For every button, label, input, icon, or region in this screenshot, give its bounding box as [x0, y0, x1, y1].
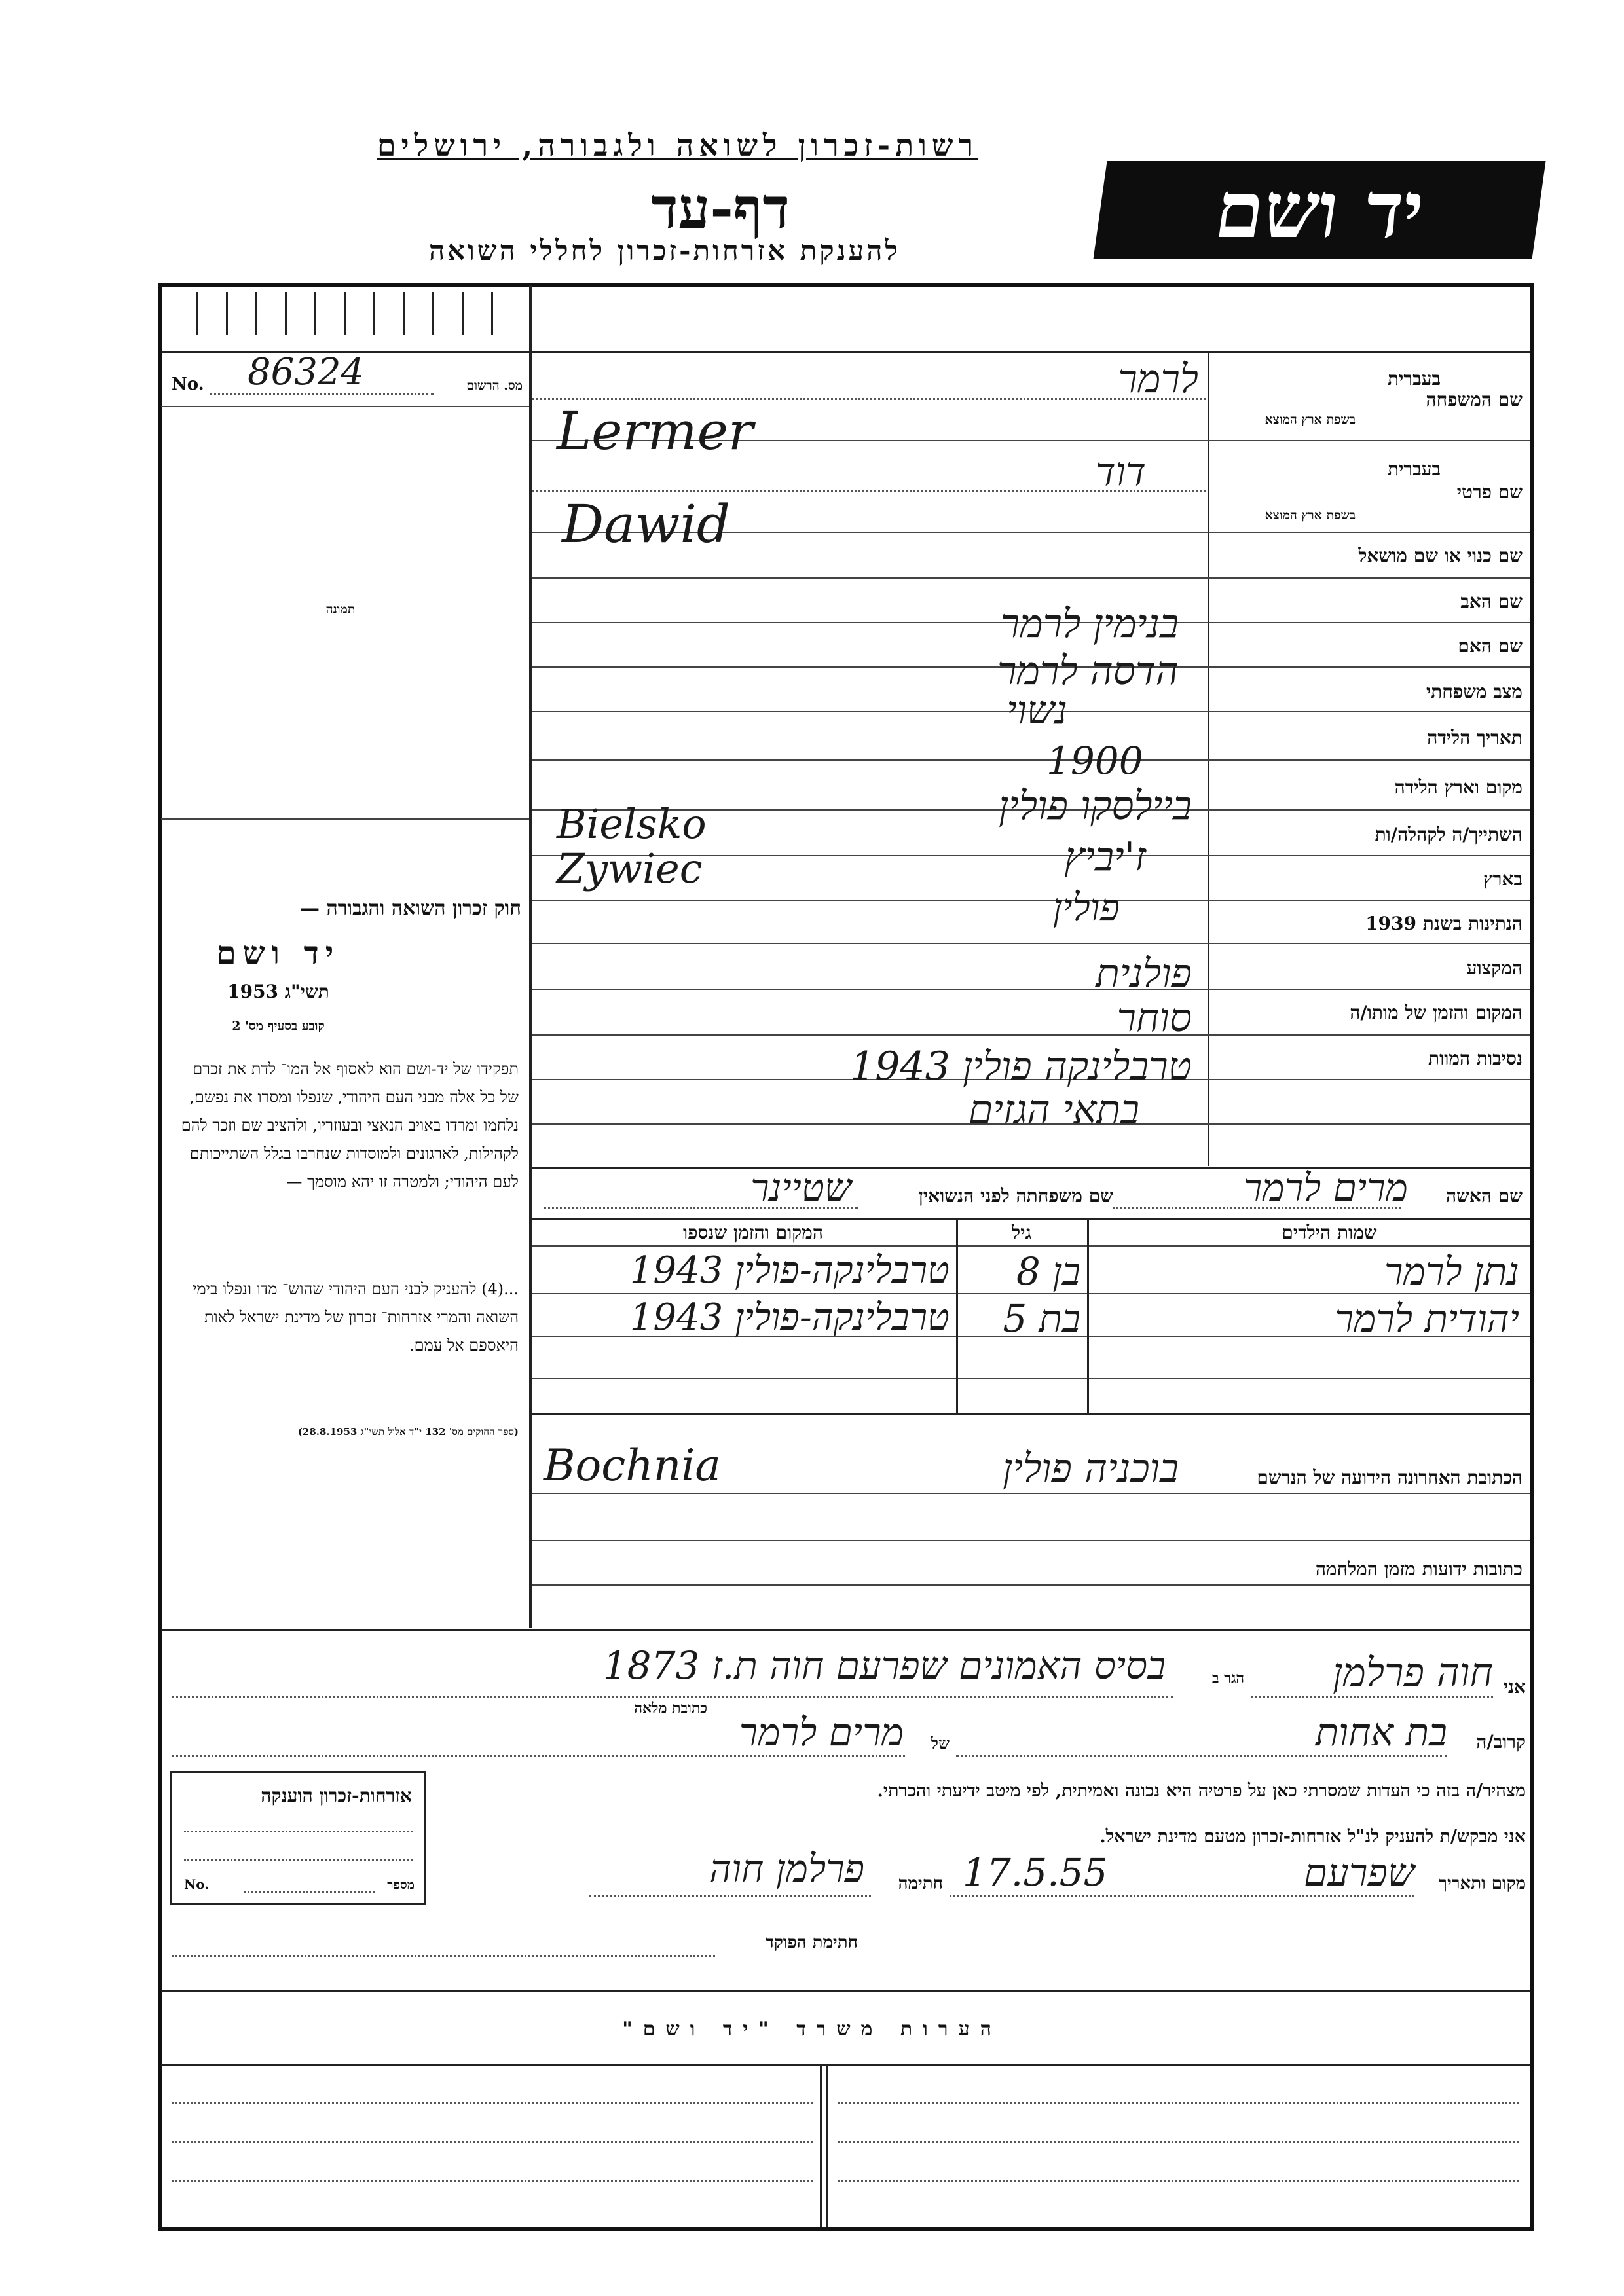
child-age: בן 8	[1016, 1249, 1080, 1294]
grid-line	[532, 577, 1530, 579]
label-mother: שם האם	[1458, 635, 1522, 657]
column-divider	[529, 285, 532, 1628]
label-country: בארץ	[1483, 868, 1522, 890]
child-age: בת 5	[1003, 1296, 1080, 1341]
value-father: בנימין לרמר	[1000, 601, 1179, 647]
label-father: שם האב	[1460, 591, 1522, 612]
grid-line	[532, 1584, 1530, 1586]
signature-line	[589, 1895, 871, 1897]
value-declarant-name: חוה פרלמן	[1333, 1650, 1493, 1696]
office-notes-title: הערות משרד "יד ושם"	[622, 2018, 1002, 2041]
law-citation: (ספר החוקים מס' 132 י"ד אלול תשי"ג 28.8.1953)	[297, 1426, 519, 1438]
table-divider	[1087, 1219, 1089, 1413]
value-declarant-address: בסיס האמונים שפרעם חוה ת.ז 1873	[602, 1643, 1166, 1688]
value-profession: סוחר	[1116, 995, 1192, 1041]
label-family-name: שם המשפחה	[1426, 389, 1522, 410]
label-place-date: מקום ותאריך	[1439, 1874, 1526, 1893]
registration-label: מס. הרשום	[466, 378, 523, 393]
value-relative-of: מרים לרמר	[739, 1710, 904, 1755]
law-name: יד ושם	[216, 935, 341, 972]
label-in-hebrew-1: בעברית	[1387, 368, 1441, 390]
label-full-address: כתובת מלאה	[634, 1700, 707, 1717]
notes-line	[838, 2102, 1519, 2104]
citizenship-number-label: מספר	[387, 1878, 415, 1892]
law-text-main: תפקידו של יד-ושם הוא לאסוף אל המו־ לדת את זכרם של כל אלה מבני העם היהודי, שנפלו ומסרו את נפשם, נלחמו ומרדו באויב הנאצי ובעוזריו, ולהציב שם וזכר להם לקהילות, לארגונים ולמוסדות שנחרבו בגלל השתייכותם לעם היהודי; ולמטרה זו יהא מוסמך —	[181, 1060, 519, 1191]
notes-line	[172, 2102, 813, 2104]
child-name: נתן לרמר	[1384, 1249, 1519, 1294]
value-family-name-origin: Lermer	[557, 401, 754, 462]
grid-line	[532, 759, 1530, 761]
declarant-line	[1251, 1696, 1493, 1698]
value-country: פולין	[1052, 885, 1120, 930]
value-signature: פרלמן חוה	[709, 1846, 864, 1891]
notes-line	[172, 2141, 813, 2143]
grid-line	[532, 1413, 1530, 1415]
label-wife-name: שם האשה	[1445, 1185, 1522, 1207]
citizenship-box-line	[184, 1859, 413, 1861]
law-title: חוק זכרון השואה והגבורה —	[300, 897, 521, 920]
value-birth-place-latin: Bielsko	[557, 800, 707, 848]
yad-vashem-logo: יד ושם	[1093, 161, 1545, 259]
label-birth-date: תאריך הלידה	[1427, 727, 1522, 748]
child-death: טרבלינקה-פולין 1943	[629, 1296, 950, 1339]
label-war-addresses: כתובות ידועות מזמן המלחמה	[1315, 1558, 1522, 1580]
grid-line	[161, 1990, 1530, 1992]
value-community-latin: Zywiec	[557, 845, 703, 892]
label-marital-status: מצב משפחתי	[1426, 681, 1522, 702]
child-death: טרבלינקה-פולין 1943	[629, 1249, 950, 1292]
grid-line	[161, 406, 529, 407]
value-first-name-hebrew: דוד	[1095, 449, 1146, 495]
value-death-circumstances: בתאי הגזים	[968, 1087, 1139, 1133]
form-subtitle: להענקת אזרחות-זכרון לחללי השואה	[428, 234, 901, 266]
label-children-death: המקום והזמן שנספו	[683, 1222, 823, 1243]
value-last-address-latin: Bochnia	[544, 1440, 721, 1491]
label-officer-signature: חתימת הפוקד	[766, 1933, 858, 1952]
grid-line	[532, 1245, 1530, 1247]
value-mother: הדסה לרמר	[997, 648, 1179, 694]
citizenship-box-line	[184, 1831, 413, 1832]
officer-signature-line	[172, 1955, 715, 1957]
citizenship-box-title: אזרחות-זכרון הוענקה	[261, 1785, 412, 1806]
law-clause: קובע בסעיף מס' 2	[232, 1019, 325, 1033]
relative-of-line	[172, 1755, 905, 1757]
grid-line	[532, 1540, 1530, 1541]
place-date-line	[950, 1895, 1414, 1897]
value-family-name-hebrew: לרמר	[1118, 356, 1198, 402]
citizenship-no-label: No.	[184, 1876, 210, 1892]
value-citizenship-1939: פולנית	[1096, 951, 1192, 996]
value-birth-date: 1900	[1046, 738, 1143, 783]
value-first-name-origin: Dawid	[562, 494, 731, 555]
grid-line	[532, 943, 1530, 944]
label-i: אני	[1503, 1676, 1526, 1698]
value-date: 17.5.55	[963, 1850, 1108, 1895]
label-in-hebrew-2: בעברית	[1387, 458, 1441, 480]
label-death-place-time: המקום והזמן של מותו/ה	[1350, 1002, 1522, 1023]
grid-line	[161, 818, 529, 820]
value-marital-status: נשוי	[1006, 687, 1067, 733]
relation-line	[956, 1755, 1447, 1757]
registration-number: 86324	[248, 351, 365, 393]
label-last-address: הכתובת האחרונה הידועה של הנרשם	[1257, 1467, 1522, 1488]
value-death-place-time: טרבלינקה פולין 1943	[850, 1044, 1192, 1089]
address-line	[172, 1696, 1173, 1698]
label-of: של	[931, 1734, 950, 1753]
label-citizenship-1939: הנתינות בשנת 1939	[1365, 913, 1522, 934]
declaration-statement: מצהיר/ה בזה כי העדות שמסרתי כאן על פרטיה היא נכונה ואמיתית, לפי מיטב ידיעתי והכרתי.	[877, 1781, 1526, 1801]
table-divider	[956, 1219, 958, 1413]
label-nickname: שם כנוי או שם מושאל	[1358, 545, 1522, 566]
label-origin-language-1: בשפת ארץ המוצא	[1264, 412, 1356, 427]
value-last-address-hebrew: בוכניה פולין	[1003, 1446, 1179, 1491]
label-origin-language-2: בשפת ארץ המוצא	[1264, 508, 1356, 522]
label-first-name: שם פרטי	[1456, 481, 1522, 503]
photo-label: תמונה	[325, 602, 356, 617]
grid-line	[532, 1378, 1530, 1379]
registration-no-label: No.	[172, 374, 204, 394]
notes-divider	[826, 2064, 828, 2227]
value-birth-place-hebrew: ביילסקו פולין	[999, 783, 1192, 829]
declaration-request: אני מבקש/ת להעניק לנ"ל אזרחות-זכרון מטעם מדינת ישראל.	[1099, 1827, 1526, 1847]
label-death-circumstances: נסיבות המוות	[1428, 1048, 1522, 1069]
child-name: יהודית לרמר	[1335, 1296, 1519, 1341]
value-wife-name: מרים לרמר	[1243, 1165, 1408, 1210]
label-community: השתייך/ה לקהלה/ות	[1375, 824, 1522, 845]
label-divider	[1208, 351, 1209, 1166]
notes-line	[838, 2141, 1519, 2143]
grid-line	[161, 351, 1530, 353]
citizenship-box	[170, 1771, 426, 1905]
label-age: גיל	[1012, 1222, 1031, 1243]
value-relation: בת אחות	[1315, 1710, 1447, 1755]
value-place: שפרעם	[1304, 1850, 1414, 1895]
grid-line	[532, 1493, 1530, 1494]
notes-divider	[820, 2064, 822, 2227]
label-relative: קרוב/ה	[1476, 1731, 1526, 1753]
notes-line	[172, 2180, 813, 2182]
grid-line	[161, 2064, 1530, 2066]
grid-line	[532, 1218, 1530, 1220]
label-children-names: שמות הילדים	[1282, 1222, 1377, 1243]
label-maiden-name: שם משפחתה לפני הנשואין	[918, 1185, 1113, 1207]
label-profession: המקצוע	[1466, 957, 1522, 979]
citizenship-number-line	[244, 1891, 375, 1893]
grid-line	[161, 1629, 1530, 1631]
value-maiden-name: שטיינר	[750, 1165, 851, 1210]
form-title: דף-עד	[651, 175, 790, 242]
law-year: תשי"ג 1953	[227, 981, 329, 1002]
value-community-hebrew: ז'יביץ	[1064, 834, 1146, 880]
label-signature: חתימה	[898, 1874, 943, 1893]
notes-line	[838, 2180, 1519, 2182]
authority-heading: רשות-זכרון לשואה ולגבורה, ירושלים	[377, 128, 979, 163]
law-text-clause-4: ...(4) להעניק לבני העם היהודי שהוש־ מדו ונפלו בימי השואה והמרי אזרחות־ זכרון של מדינת ישראל לאות היאספם אל עמם.	[193, 1280, 519, 1355]
label-residing: הגר ב	[1212, 1669, 1244, 1686]
label-birth-place: מקום וארץ הלידה	[1394, 776, 1522, 798]
